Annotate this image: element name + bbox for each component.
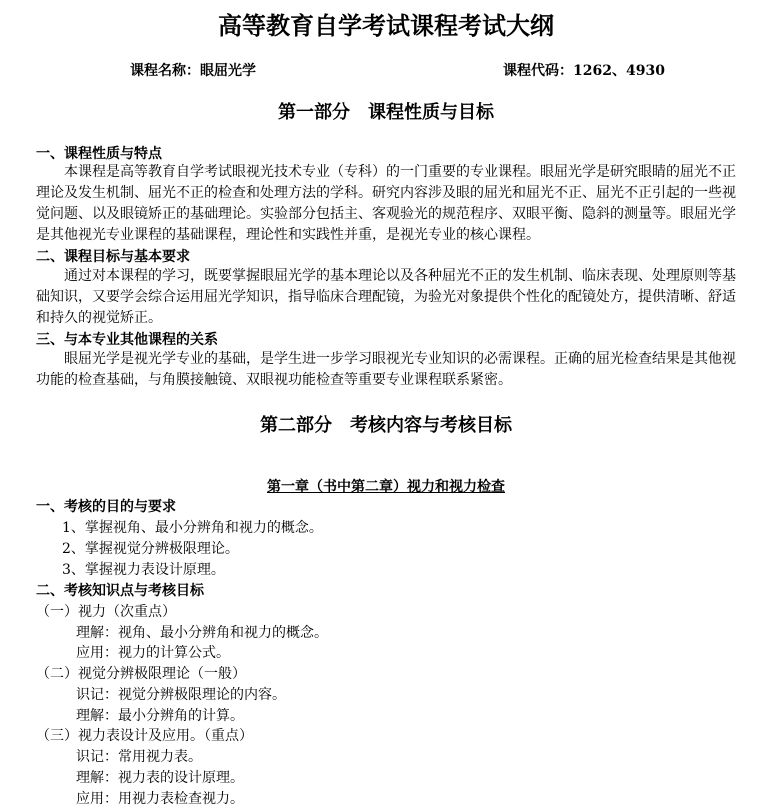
goal-item: 3、掌握视力表设计原理。 (62, 562, 225, 578)
knowledge-point-2: （二）视觉分辨极限理论（一般） (36, 666, 246, 682)
section3-heading: 三、与本专业其他课程的关系 (36, 332, 218, 348)
knowledge-item: 应用：视力的计算公式。 (76, 645, 230, 661)
section2-heading: 二、课程目标与基本要求 (36, 249, 190, 265)
knowledge-item: 识记：常用视力表。 (76, 749, 202, 765)
chapter1-goals-heading: 一、考核的目的与要求 (36, 499, 176, 515)
part2-heading: 第二部分 考核内容与考核目标 (260, 415, 512, 436)
knowledge-item: 应用：用视力表检查视力。 (76, 791, 244, 807)
knowledge-point-1: （一）视力（次重点） (36, 604, 176, 620)
knowledge-item: 理解：视角、最小分辨角和视力的概念。 (76, 625, 328, 641)
course-name: 课程名称：眼屈光学 (130, 63, 256, 79)
knowledge-item: 识记：视觉分辨极限理论的内容。 (76, 687, 286, 703)
chapter1-knowledge-heading: 二、考核知识点与考核目标 (36, 583, 204, 599)
section1-heading: 一、课程性质与特点 (36, 146, 162, 162)
chapter1-heading-text: 第一章（书中第二章）视力和视力检查 (267, 479, 505, 495)
section3-body: 眼屈光学是视光学专业的基础，是学生进一步学习眼视光专业知识的必需课程。正确的屈光检查结果是其他视功能的检查基础，与角膜接触镜、双眼视功能检查等重要专业课程联系紧密。 (36, 351, 736, 388)
goal-item: 1、掌握视角、最小分辨角和视力的概念。 (62, 520, 323, 536)
knowledge-item: 理解：视力表的设计原理。 (76, 770, 244, 786)
document-title: 高等教育自学考试课程考试大纲 (218, 11, 554, 40)
part1-heading: 第一部分 课程性质与目标 (278, 102, 494, 123)
course-code: 课程代码：1262、4930 (503, 63, 665, 79)
knowledge-item: 理解：最小分辨角的计算。 (76, 708, 244, 724)
chapter1-heading (0, 476, 772, 496)
goal-item: 2、掌握视觉分辨极限理论。 (62, 541, 239, 557)
section2-body: 通过对本课程的学习，既要掌握眼屈光学的基本理论以及各种屈光不正的发生机制、临床表现、处理原则等基础知识，又要学会综合运用屈光学知识，指导临床合理配镜，为验光对象提供个性化的配镜处方，提供清晰、舒适和持久的视觉矫正。 (36, 268, 736, 326)
section1-body: 本课程是高等教育自学考试眼视光技术专业（专科）的一门重要的专业课程。眼屈光学是研究眼睛的屈光不正理论及发生机制、屈光不正的检查和处理方法的学科。研究内容涉及眼的屈光和屈光不正、屈光不正引起的一些视觉问题、以及眼镜矫正的基础理论。实验部分包括主、客观验光的规范程序、双眼平衡、隐斜的测量等。眼屈光学是其他视光专业课程的基础课程，理论性和实践性并重，是视光专业的核心课程。 (36, 164, 736, 243)
knowledge-point-3: （三）视力表设计及应用。（重点） (36, 728, 253, 744)
